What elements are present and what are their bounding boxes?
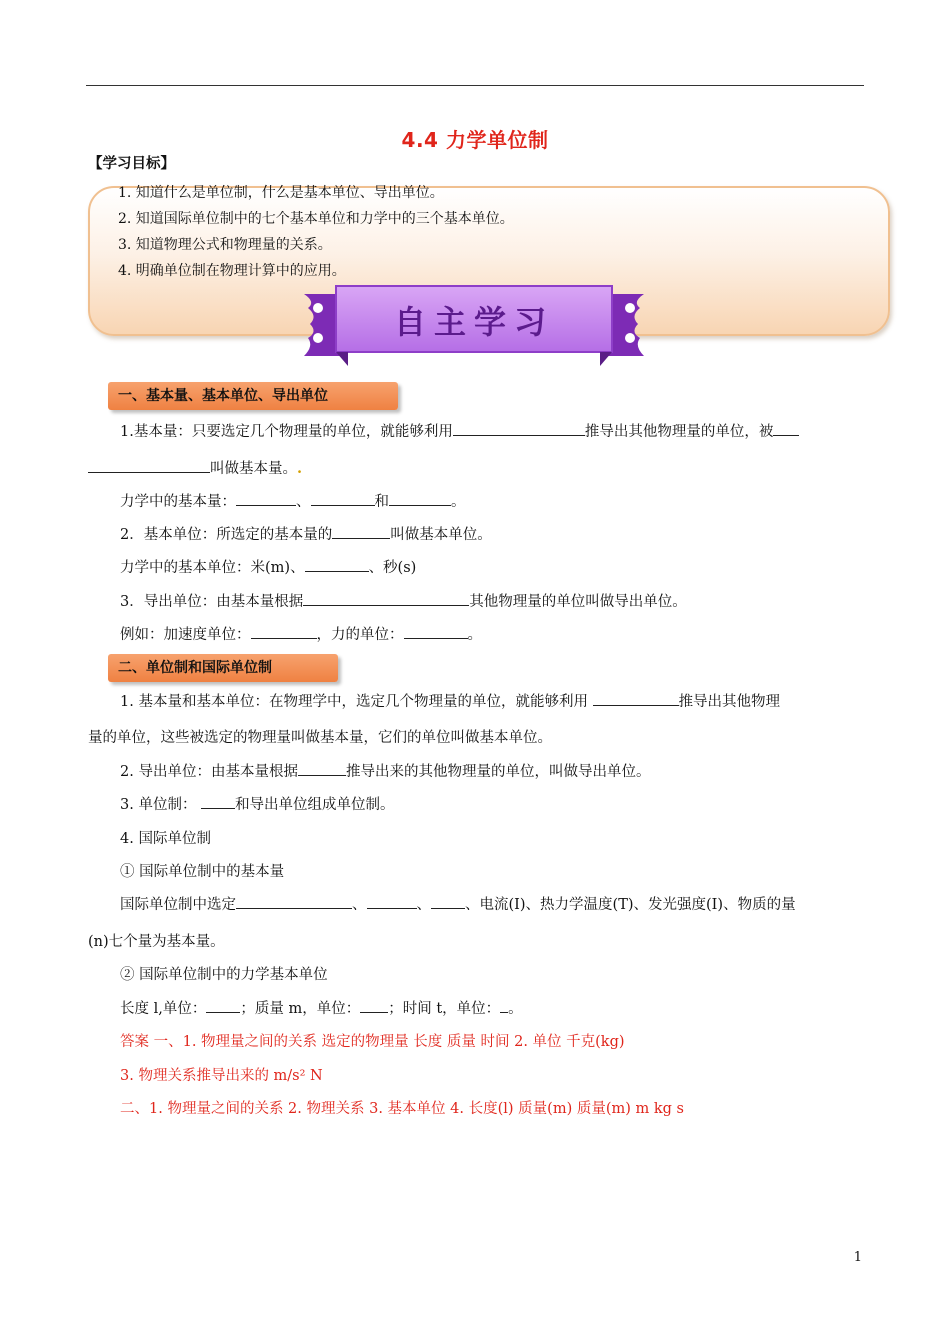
blank: [431, 894, 465, 909]
blank: [236, 894, 352, 909]
goal-item: 1. 知道什么是单位制，什么是基本单位、导出单位。: [118, 185, 444, 201]
blank: [88, 458, 210, 473]
s1-line-3: 力学中的基本量： 、 和 。: [120, 490, 466, 511]
page-number: 1: [853, 1250, 862, 1265]
goals-list: [118, 180, 514, 284]
blank: [500, 998, 508, 1013]
s2-line-1: 1. 基本量和基本单位：在物理学中，选定几个物理量的单位，就能够利用 推导出其他物理: [120, 690, 780, 711]
s2-line-2: 量的单位，这些被选定的物理量叫做基本量，它们的单位叫做基本单位。: [88, 730, 552, 746]
s2-line-6: ① 国际单位制中的基本量: [120, 864, 285, 880]
dot-mark: .: [297, 460, 303, 477]
s2-line-9: ② 国际单位制中的力学基本单位: [120, 967, 328, 983]
answer-line-2: 3. 物理关系推导出来的 m/s² N: [120, 1068, 323, 1084]
s2-line-5: 4. 国际单位制: [120, 831, 211, 847]
s2-line-3: 2. 导出单位：由基本量根据 推导出来的其他物理量的单位，叫做导出单位。: [120, 760, 650, 781]
s2-line-7: 国际单位制中选定 、 、 、电流(I)、热力学温度(T)、发光强度(I)、物质的量: [120, 893, 796, 914]
s1-line-4: 2．基本单位：所选定的基本量的 叫做基本单位。: [120, 523, 492, 544]
s2-line-8: (n)七个量为基本量。: [88, 934, 225, 950]
blank: [360, 998, 388, 1013]
blank: [453, 421, 585, 436]
section-1-label: 一、基本量、基本单位、导出单位: [108, 382, 398, 410]
section-2-label: 二、单位制和国际单位制: [108, 654, 338, 682]
blank: [298, 761, 346, 776]
s1-line-6: 3．导出单位：由基本量根据 其他物理量的单位叫做导出单位。: [120, 590, 687, 611]
goals-label: 【学习目标】: [88, 156, 175, 172]
blank: [311, 491, 375, 506]
s1-line-1: 1.基本量：只要选定几个物理量的单位，就能够利用 推导出其他物理量的单位，被: [120, 420, 799, 441]
blank: [236, 491, 296, 506]
blank: [593, 691, 679, 706]
blank: [367, 894, 417, 909]
s1-line-7: 例如：加速度单位： ，力的单位： 。: [120, 623, 482, 644]
goal-item: 3. 知道物理公式和物理量的关系。: [118, 237, 332, 253]
blank: [303, 591, 469, 606]
blank: [389, 491, 451, 506]
s2-line-4: 3. 单位制： 和导出单位组成单位制。: [120, 793, 395, 814]
blank: [404, 624, 468, 639]
goal-item: 2. 知道国际单位制中的七个基本单位和力学中的三个基本单位。: [118, 211, 514, 227]
blank: [206, 998, 240, 1013]
s2-line-10: 长度 l,单位： ；质量 m，单位： ；时间 t，单位： 。: [120, 997, 523, 1018]
blank: [201, 794, 235, 809]
answer-line-3: 二、1. 物理量之间的关系 2. 物理关系 3. 基本单位 4. 长度(l) 质量(m) 质量(m) m kg s: [120, 1101, 684, 1117]
answer-line-1: 答案 一、1. 物理量之间的关系 选定的物理量 长度 质量 时间 2. 单位 千克(kg): [120, 1034, 625, 1050]
goal-item: 4. 明确单位制在物理计算中的应用。: [118, 263, 346, 279]
s1-line-5: 力学中的基本单位：米(m)、 、秒(s): [120, 556, 416, 577]
blank: [332, 524, 390, 539]
blank: [251, 624, 317, 639]
blank: [305, 557, 369, 572]
s1-line-2: 叫做基本量。.: [88, 457, 302, 478]
banner-text: 自主学习: [393, 303, 554, 341]
page-title: 4.4 力学单位制: [401, 128, 549, 152]
header-rule: [86, 85, 864, 86]
blank: [773, 421, 799, 436]
